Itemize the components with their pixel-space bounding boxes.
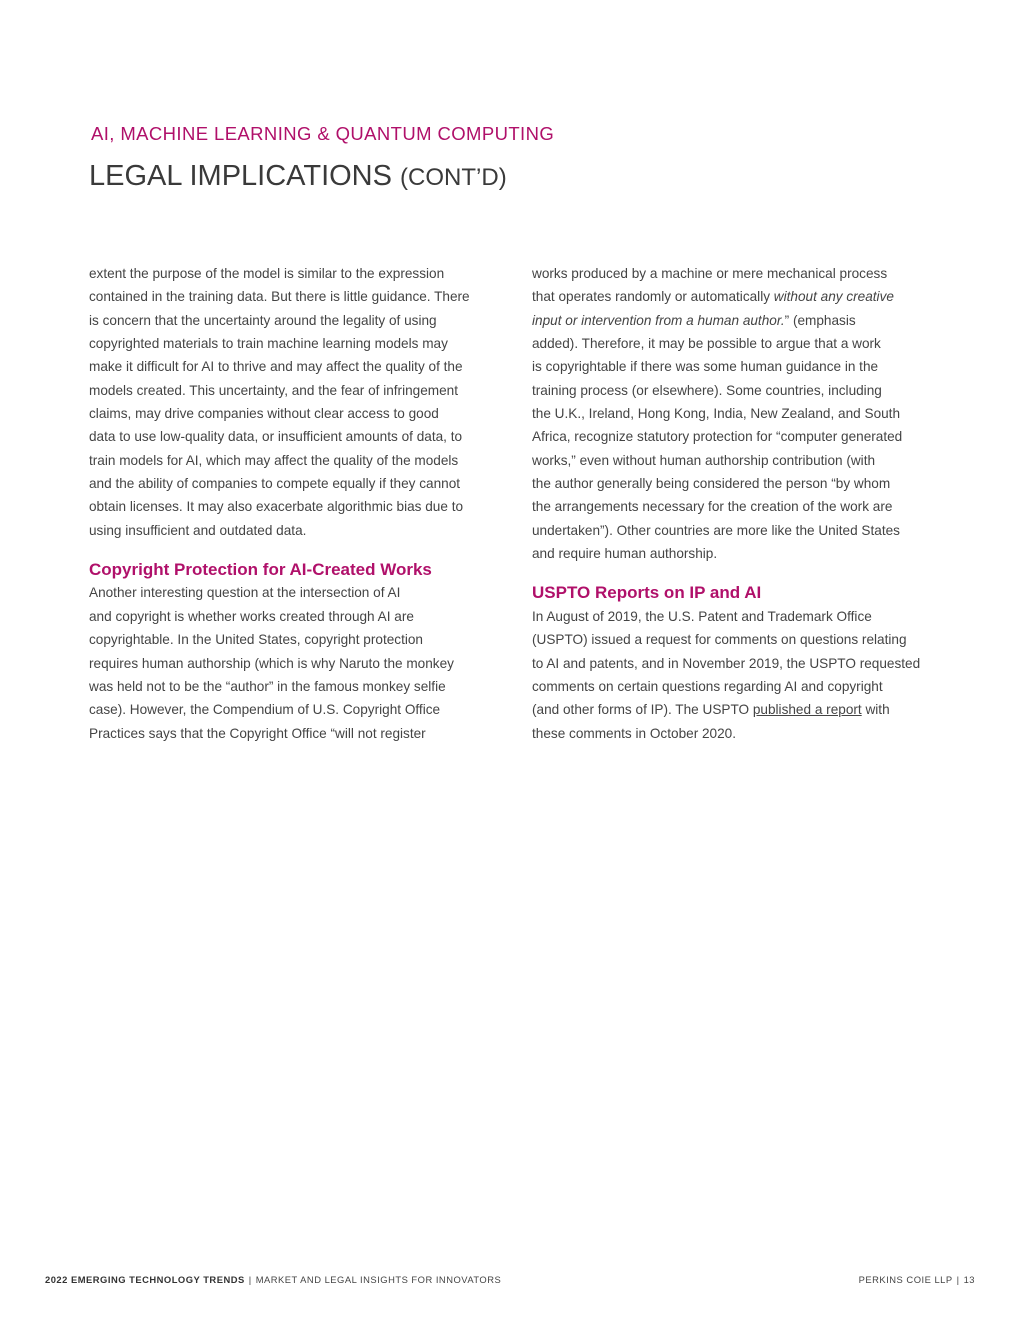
text-line: train models for AI, which may affect the quality of the models — [89, 452, 459, 468]
text-line: In August of 2019, the U.S. Patent and Trademark Office — [532, 608, 872, 624]
text-fragment: ” (emphasis — [784, 312, 856, 328]
page-title-sub: (CONT’D) — [400, 164, 507, 191]
left-column — [89, 262, 493, 745]
text-line: make it difficult for AI to thrive and may affect the quality of the — [89, 359, 463, 375]
page-title — [89, 160, 507, 193]
text-line: undertaken”). Other countries are more like the United States — [532, 522, 900, 538]
footer-publication-title: 2022 EMERGING TECHNOLOGY TRENDS — [45, 1274, 245, 1285]
text-line: Africa, recognize statutory protection for “computer generated — [532, 429, 903, 445]
text-line: copyrighted materials to train machine learning models may — [89, 336, 448, 352]
text-line: is copyrightable if there was some human guidance in the — [532, 359, 879, 375]
text-line: and require human authorship. — [532, 546, 718, 562]
footer-separator: | — [956, 1274, 960, 1285]
text-line: to AI and patents, and in November 2019, the USPTO requested — [532, 655, 921, 671]
text-line: comments on certain questions regarding AI and copyright — [532, 678, 883, 694]
section-heading-copyright: Copyright Protection for AI-Created Works — [89, 560, 432, 580]
text-line: (USPTO) issued a request for comments on questions relating — [532, 632, 907, 648]
section-eyebrow: AI, MACHINE LEARNING & QUANTUM COMPUTING — [91, 123, 555, 144]
italic-quote: without any creative — [773, 289, 894, 305]
text-line: the author generally being considered the person “by whom — [532, 476, 891, 492]
text-line: these comments in October 2020. — [532, 725, 737, 741]
text-line: is concern that the uncertainty around the legality of using — [89, 312, 437, 328]
published-report-link[interactable]: published a report — [752, 702, 862, 718]
section-heading-uspto: USPTO Reports on IP and AI — [532, 583, 762, 603]
text-line: and copyright is whether works created through AI are — [89, 608, 414, 624]
copyright-paragraph — [89, 581, 493, 744]
text-line: models created. This uncertainty, and the fear of infringement — [89, 382, 458, 398]
text-line: obtain licenses. It may also exacerbate algorithmic bias due to — [89, 499, 464, 515]
continued-paragraph — [532, 262, 936, 565]
footer-firm-name: PERKINS COIE LLP — [858, 1274, 953, 1285]
text-line: case). However, the Compendium of U.S. Copyright Office — [89, 702, 441, 718]
text-line: copyrightable. In the United States, copyright protection — [89, 632, 423, 648]
text-line: works,” even without human authorship contribution (with — [532, 452, 876, 468]
text-line: claims, may drive companies without clear access to good — [89, 406, 439, 422]
text-fragment: that operates randomly or automatically — [532, 289, 774, 305]
text-line: and the ability of companies to compete equally if they cannot — [89, 476, 461, 492]
text-fragment: (and other forms of IP). The USPTO — [532, 702, 753, 718]
text-line: extent the purpose of the model is similar to the expression — [89, 266, 445, 281]
text-line: Practices says that the Copyright Office “will not register — [89, 725, 426, 741]
text-line: contained in the training data. But there is little guidance. There — [89, 289, 470, 305]
footer-separator: | — [248, 1274, 252, 1285]
italic-quote: input or intervention from a human author. — [532, 312, 785, 328]
text-line: using insufficient and outdated data. — [89, 522, 307, 538]
text-line: the U.K., Ireland, Hong Kong, India, New Zealand, and South — [532, 406, 901, 422]
footer-subtitle: MARKET AND LEGAL INSIGHTS FOR INNOVATORS — [255, 1274, 502, 1285]
text-line: was held not to be the “author” in the famous monkey selfie — [89, 678, 446, 694]
text-line — [532, 285, 936, 308]
intro-paragraph — [89, 262, 493, 542]
text-fragment: with — [861, 702, 890, 718]
text-line: the arrangements necessary for the creation of the work are — [532, 499, 893, 515]
uspto-paragraph — [532, 605, 936, 745]
text-line: requires human authorship (which is why Naruto the monkey — [89, 655, 454, 671]
footer-right — [859, 1274, 975, 1285]
text-line: works produced by a machine or mere mechanical process — [532, 266, 888, 281]
text-line — [532, 698, 936, 721]
right-column — [532, 262, 936, 745]
text-line: data to use low-quality data, or insufficient amounts of data, to — [89, 429, 463, 445]
footer-left — [45, 1274, 501, 1285]
page-title-main: LEGAL IMPLICATIONS — [89, 160, 392, 192]
text-line: training process (or elsewhere). Some countries, including — [532, 382, 882, 398]
text-line: Another interesting question at the intersection of AI — [89, 585, 401, 601]
page-number: 13 — [963, 1274, 975, 1285]
text-line: added). Therefore, it may be possible to argue that a work — [532, 336, 881, 352]
text-line — [532, 309, 936, 332]
